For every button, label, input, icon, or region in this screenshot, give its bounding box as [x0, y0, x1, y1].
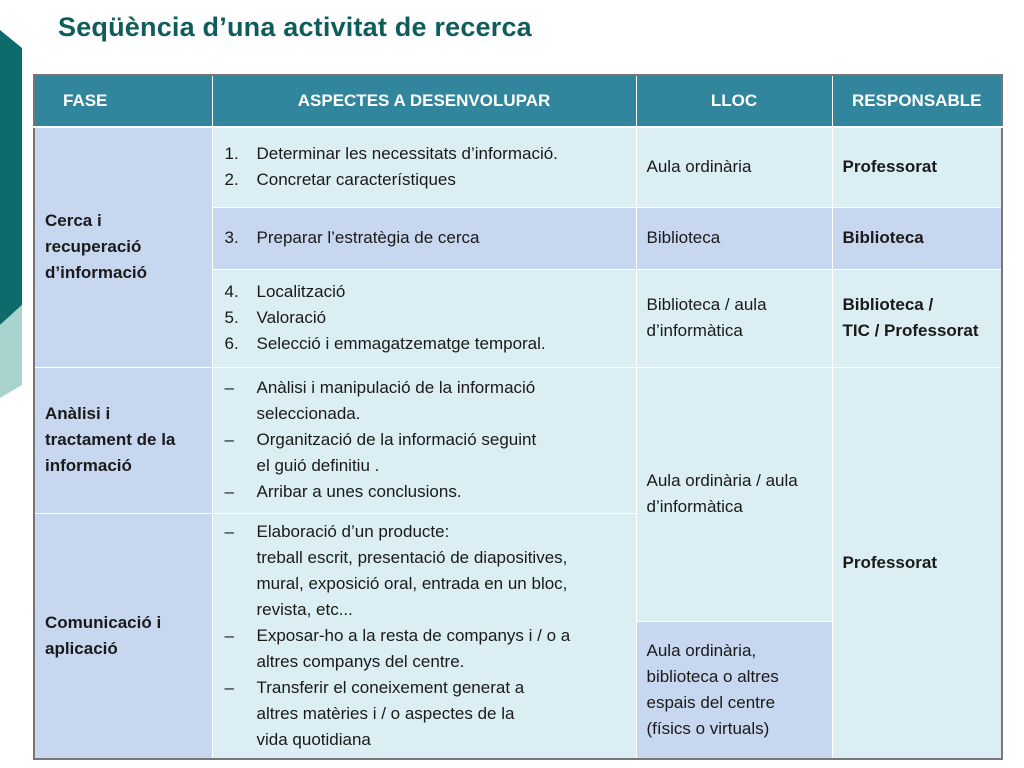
page-title: Seqüència d’una activitat de recerca [58, 12, 532, 42]
table-row [34, 367, 1002, 513]
header-responsable: RESPONSABLE [832, 75, 1002, 127]
research-sequence-table [33, 74, 1003, 760]
list-item: 4. Localització [224, 282, 346, 301]
table-row [34, 127, 1002, 207]
phase-label: Comunicació i aplicació [45, 612, 162, 658]
header-fase: FASE [34, 75, 212, 127]
lloc-cell: Aula ordinària, biblioteca o altres espais del centre (físics o virtuals) [636, 621, 832, 759]
responsable-cell: Biblioteca [832, 207, 1002, 269]
list-item: 3. Preparar l’estratègia de cerca [224, 228, 480, 247]
aspects-list [223, 225, 626, 251]
aspects-cell [212, 269, 636, 367]
list-item: – Arribar a unes conclusions. [224, 482, 462, 501]
phase-cerca [34, 127, 212, 367]
aspects-cell [212, 513, 636, 759]
responsable-cell: Professorat [832, 367, 1002, 759]
aspects-list [223, 375, 626, 505]
aspects-list [223, 519, 626, 753]
lloc-cell: Aula ordinària [636, 127, 832, 207]
aspects-list [223, 141, 626, 193]
header-lloc: LLOC [636, 75, 832, 127]
aspects-cell [212, 367, 636, 513]
phase-comunicacio [34, 513, 212, 759]
phase-label: Cerca i recuperació d’informació [45, 211, 148, 283]
list-item: – Exposar-ho a la resta de companys i / o a altres companys del centre. [224, 625, 571, 671]
list-item: – Organització de la informació seguint el guió definitiu . [224, 430, 537, 475]
list-item: – Elaboració d’un producte: treball escrit, presentació de diapositives, mural, exposició oral, entrada en un bloc, revista, etc... [224, 521, 568, 619]
aspects-cell [212, 127, 636, 207]
list-item: 5. Valoració [224, 308, 327, 327]
list-item: 1. Determinar les necessitats d’informació. [224, 144, 558, 164]
list-item: – Anàlisi i manipulació de la informació seleccionada. [224, 378, 536, 423]
list-item: – Transferir el coneixement generat a altres matèries i / o aspectes de la vida quotidiana [224, 677, 525, 749]
aspects-list [223, 279, 626, 357]
list-item: 2. Concretar característiques [224, 170, 456, 190]
lloc-cell: Biblioteca [636, 207, 832, 269]
phase-label: Anàlisi i tractament de la informació [45, 404, 176, 475]
responsable-cell: Biblioteca / TIC / Professorat [832, 269, 1002, 367]
phase-analisi [34, 367, 212, 513]
table-header-row [34, 75, 1002, 127]
list-item: 6. Selecció i emmagatzematge temporal. [224, 334, 546, 353]
header-aspectes: ASPECTES A DESENVOLUPAR [212, 75, 636, 127]
lloc-cell: Biblioteca / aula d’informàtica [636, 269, 832, 367]
responsable-cell: Professorat [832, 127, 1002, 207]
lloc-cell: Aula ordinària / aula d’informàtica [636, 367, 832, 621]
aspects-cell [212, 207, 636, 269]
